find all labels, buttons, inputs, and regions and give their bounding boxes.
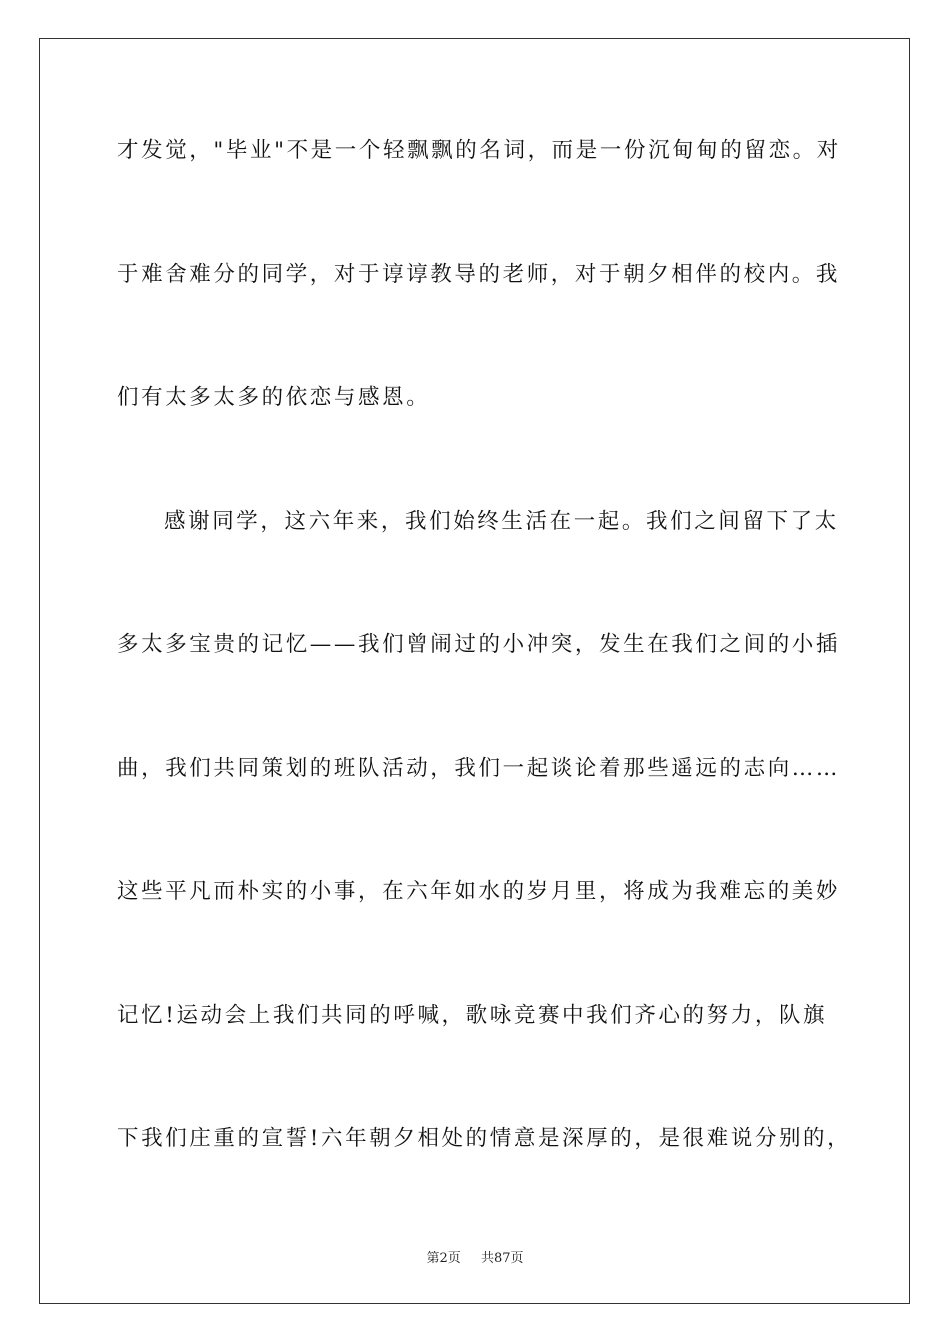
text-line-7: 这些平凡而朴实的小事，在六年如水的岁月里，将成为我难忘的美妙 (117, 879, 841, 904)
text-line-1: 才发觉，"毕业"不是一个轻飘飘的名词，而是一份沉甸甸的留恋。对 (117, 138, 841, 163)
text-line-6: 曲，我们共同策划的班队活动，我们一起谈论着那些遥远的志向…… (117, 755, 841, 781)
text-line-4: 感谢同学，这六年来，我们始终生活在一起。我们之间留下了太 (164, 508, 839, 534)
text-line-8: 记忆!运动会上我们共同的呼喊，歌咏竞赛中我们齐心的努力，队旗 (117, 1002, 828, 1028)
document-body (117, 129, 852, 1241)
text-line-5: 多太多宝贵的记忆——我们曾闹过的小冲突，发生在我们之间的小插 (117, 632, 841, 657)
text-line-3: 们有太多太多的依恋与感恩。 (117, 385, 431, 410)
page-footer (0, 1247, 950, 1266)
text-line-2: 于难舍难分的同学，对于谆谆教导的老师，对于朝夕相伴的校内。我 (117, 261, 841, 287)
page-number: 第2页 (426, 1251, 461, 1266)
total-pages: 共87页 (481, 1251, 524, 1266)
text-line-9: 下我们庄重的宣誓!六年朝夕相处的情意是深厚的，是很难说分别的， (117, 1126, 852, 1151)
